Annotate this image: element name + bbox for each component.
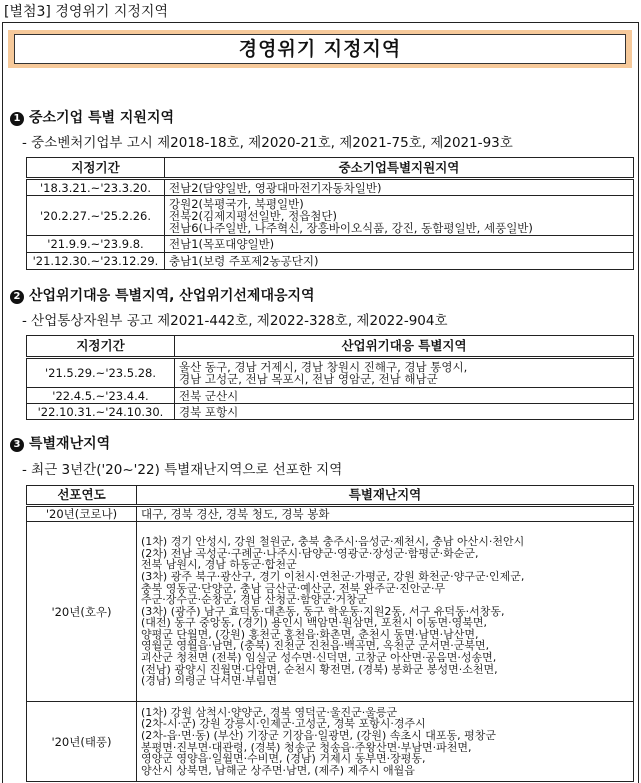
table-row	[27, 253, 634, 270]
region-cell: 울산 동구, 경남 거제시, 경남 창원시 진해구, 경남 통영시, 경남 고성군, 전남 목포시, 전남 영암군, 전남 해남군	[175, 358, 634, 388]
period-cell: '22.10.31.~'24.10.30.	[27, 404, 175, 420]
table-row	[27, 196, 634, 236]
section-2-table	[26, 335, 634, 420]
period-cell: '21.9.9.~'23.9.8.	[27, 236, 165, 253]
period-cell: '18.3.21.~'23.3.20.	[27, 179, 165, 196]
region-cell: 강원2(북평국가, 북평일반) 전북2(김제지평선일반, 정읍첨단) 전남6(나주일반, 나주혁신, 장흥바이오식품, 강진, 동함평일반, 세풍일반)	[165, 196, 634, 236]
column-header: 특별재난지역	[137, 486, 634, 506]
table-header-row	[27, 486, 634, 506]
attachment-label: [별첨3] 경영위기 지정지역	[4, 4, 168, 20]
section-1-title: 중소기업 특별 지원지역	[29, 110, 174, 126]
column-header: 지정기간	[27, 336, 175, 358]
region-cell: (1차) 경기 안성시, 강원 철원군, 충북 충주시·음성군·제천시, 충남 아산시·천안시 (2차) 전남 곡성군·구례군·나주시·담양군·영광군·장성군·함평군·화순군, 전북 남원시, 경남 하동군·합천군 (3차) 광주 북구·광산구, 경기 이천시·연천군·가평군, 강원 화천군·양구군·인제군, 충북 영동군·단양군, 충남 금산군·예산군, 전북 완주군·진안군·무 주군·장수군·순창군, 경남 산청군·함양군·거창군 (3차) (광주) 남구 효덕동·대촌동, 동구 학운동·지원2동, 서구 유덕동·서창동, (대전) 동구 중앙동, (경기) 용인시 백암면·원삼면, 포천시 이동면·영북면, 양평군 단월면, (강원) 홍천군 홍천읍·화촌면, 춘천시 동면·남면·남산면, 영월군 영월읍·남면, (충북) 진천군 진천읍·백곡면, 옥천군 군서면·군북면, 괴산군 청천면 (전북) 임실군 성수면·신덕면, 고창군 아산면·공음면·성송면, (전남) 광양시 진월면·다압면, 순천시 황전면, (경북) 봉화군 봉성면·소천면, (경남) 의령군 낙서면·부림면	[137, 522, 634, 702]
column-header: 선포연도	[27, 486, 137, 506]
section-1-table	[26, 157, 634, 270]
year-cell: '20년(호우)	[27, 522, 137, 702]
section-2-title: 산업위기대응 특별지역, 산업위기선제대응지역	[29, 288, 315, 304]
section-1-number: 1	[10, 112, 24, 126]
table-row	[27, 388, 634, 404]
region-cell: 충남1(보령 주포제2농공단지)	[165, 253, 634, 270]
column-header: 지정기간	[27, 158, 165, 179]
section-3-heading	[10, 433, 110, 453]
table-row	[27, 236, 634, 253]
period-cell: '21.12.30.~'23.12.29.	[27, 253, 165, 270]
section-1-note: - 중소벤처기업부 고시 제2018-18호, 제2020-21호, 제2021-75호, 제2021-93호	[22, 135, 513, 151]
region-cell: (1차) 강원 삼척시·양양군, 경북 영덕군·울진군·울릉군 (2차-시·군) 강원 강릉시·인제군·고성군, 경북 포항시·경주시 (2차-읍·면·동) (부산) 기장군 기장읍·일광면, (강원) 속초시 대포동, 평창군 봉평면·진부면·대관령, (경북) 청송군 청송읍·주왕산면·부남면·파천면, 영양군 영양읍·일월면·수비면, (경남) 거제시 동부면·장평동, 양산시 상북면, 남해군 상주면·남면, (제주) 제주시 애월읍	[137, 702, 634, 782]
page-title: 경영위기 지정지역	[14, 34, 626, 64]
table-row	[27, 702, 634, 782]
region-cell: 전북 군산시	[175, 388, 634, 404]
region-cell: 전남2(담양일반, 영광대마전기자동차일반)	[165, 179, 634, 196]
table-row	[27, 358, 634, 388]
period-cell: '21.5.29.~'23.5.28.	[27, 358, 175, 388]
section-3-note: - 최근 3년간('20~'22) 특별재난지역으로 선포한 지역	[22, 462, 343, 478]
period-cell: '20.2.27.~'25.2.26.	[27, 196, 165, 236]
section-3-number: 3	[10, 438, 24, 452]
region-cell: 전남1(목포대양일반)	[165, 236, 634, 253]
year-cell: '20년(태풍)	[27, 702, 137, 782]
section-2-heading	[10, 285, 315, 305]
table-header-row	[27, 336, 634, 358]
year-cell: '20년(코로나)	[27, 506, 137, 522]
column-header: 중소기업특별지원지역	[165, 158, 634, 179]
table-row	[27, 179, 634, 196]
section-2-number: 2	[10, 290, 24, 304]
region-cell: 대구, 경북 경산, 경북 청도, 경북 봉화	[137, 506, 634, 522]
table-row	[27, 404, 634, 420]
section-3-table	[26, 485, 634, 782]
period-cell: '22.4.5.~'23.4.4.	[27, 388, 175, 404]
column-header: 산업위기대응 특별지역	[175, 336, 634, 358]
region-cell: 경북 포항시	[175, 404, 634, 420]
table-row	[27, 506, 634, 522]
section-3-title: 특별재난지역	[29, 436, 111, 452]
section-1-heading	[10, 107, 174, 127]
section-2-note: - 산업통상자원부 공고 제2021-442호, 제2022-328호, 제2022-904호	[22, 313, 448, 329]
table-header-row	[27, 158, 634, 179]
table-row	[27, 522, 634, 702]
